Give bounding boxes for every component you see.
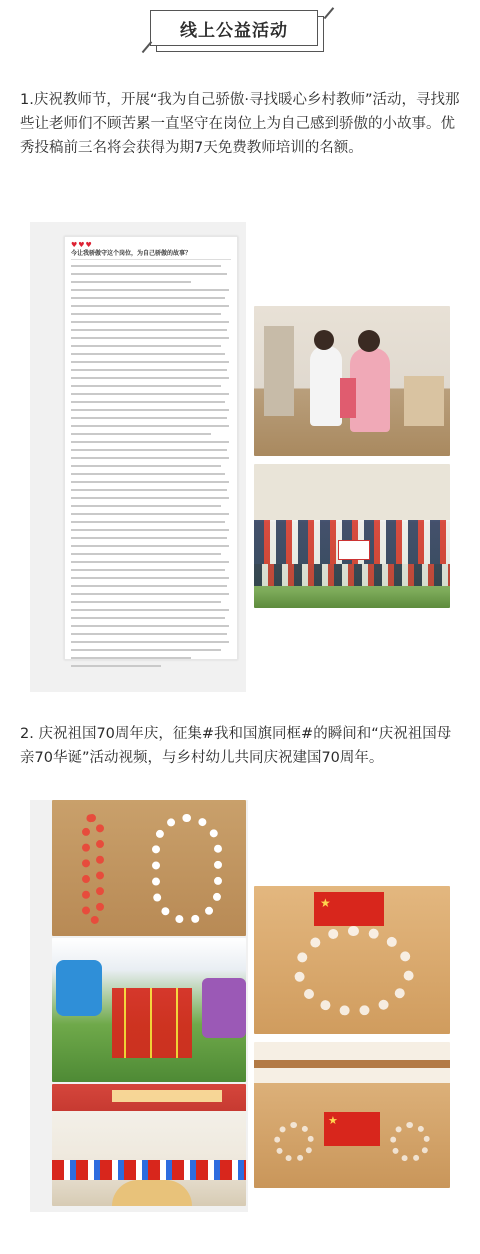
article-body-lines [71, 265, 231, 673]
photo-children-with-flag: ★ [254, 1042, 450, 1188]
section-title: 线上公益活动 [150, 10, 318, 46]
photo-teachers-costume [254, 306, 450, 456]
section-header [150, 10, 330, 54]
photo-children-star-formation: ★ [254, 886, 450, 1034]
article-screenshot [64, 236, 238, 660]
photo-stage-performance [52, 1084, 246, 1206]
photo-children-70-formation [52, 800, 246, 936]
photo-playground-flags [52, 938, 246, 1082]
activity-2-text: 2. 庆祝祖国70周年庆，征集#我和国旗同框#的瞬间和“庆祝祖国母亲70华诞”活动视频，与乡村幼儿共同庆祝建国70周年。 [20, 726, 452, 766]
article-title: 今让我骄傲守这个岗位，为自己骄傲的故事？ [71, 248, 231, 260]
hearts-decor: ♥♥♥ [71, 241, 93, 249]
decor-slash [324, 7, 334, 19]
decor-slash [142, 41, 152, 53]
photo-class-group [254, 464, 450, 608]
activity-1-text: 1.庆祝教师节，开展“我为自己骄傲·寻找暖心乡村教师”活动，寻找那些让老师们不顾苦累一直坚守在岗位上为自己感到骄傲的小故事。优秀投稿前三名将会获得为期7天免费教师培训的名额。 [20, 92, 460, 156]
